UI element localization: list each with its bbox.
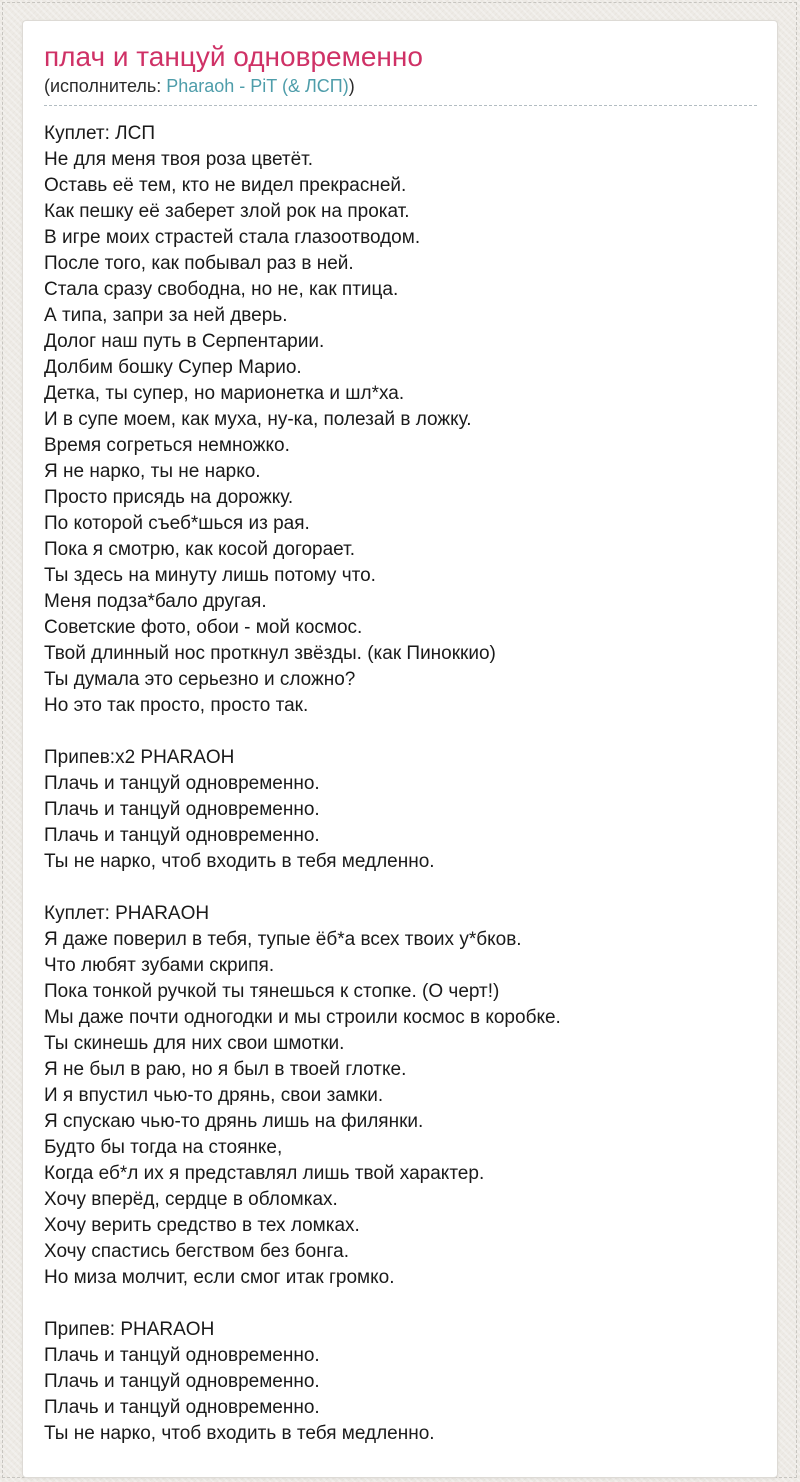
artist-label-prefix: (исполнитель:: [44, 76, 167, 97]
lyric-line: Плачь и танцуй одновременно.: [44, 798, 320, 820]
stanza: [44, 901, 757, 1291]
lyric-line: Я спускаю чью-то дрянь лишь на филянки.: [44, 1110, 424, 1132]
lyric-line: Я не был в раю, но я был в твоей глотке.: [44, 1058, 407, 1080]
lyric-line: Плачь и танцуй одновременно.: [44, 824, 320, 846]
lyric-line: Твой длинный нос проткнул звёзды. (как Пиноккио): [44, 642, 496, 664]
lyric-line: Пока тонкой ручкой ты тянешься к стопке. (О черт!): [44, 980, 500, 1002]
artist-label-suffix: ): [348, 76, 355, 97]
lyric-line: Хочу спастись бегством без бонга.: [44, 1240, 349, 1262]
artist-link[interactable]: Pharaoh - PiT (& ЛСП): [166, 76, 349, 97]
lyric-line: Ты здесь на минуту лишь потому что.: [44, 564, 376, 586]
lyric-line: И в супе моем, как муха, ну-ка, полезай в ложку.: [44, 408, 472, 430]
lyric-line: Куплет: PHARAOH: [44, 902, 210, 924]
lyric-line: Будто бы тогда на стоянке,: [44, 1136, 283, 1158]
lyric-line: Мы даже почти одногодки и мы строили космос в коробке.: [44, 1006, 561, 1028]
lyric-line: Я не нарко, ты не нарко.: [44, 460, 261, 482]
lyric-line: Ты не нарко, чтоб входить в тебя медленно.: [44, 1422, 435, 1444]
stanza: [44, 121, 757, 719]
lyric-line: Плачь и танцуй одновременно.: [44, 1370, 320, 1392]
lyric-line: По которой съеб*шься из рая.: [44, 512, 310, 534]
lyric-line: Хочу вперёд, сердце в обломках.: [44, 1188, 338, 1210]
artist-line: [44, 76, 757, 98]
song-title: плач и танцуй одновременно: [44, 41, 423, 72]
lyric-line: Меня подза*бало другая.: [44, 590, 267, 612]
lyric-line: Припев:x2 PHARAOH: [44, 746, 235, 768]
lyric-line: А типа, запри за ней дверь.: [44, 304, 288, 326]
lyric-line: Как пешку её заберет злой рок на прокат.: [44, 200, 410, 222]
lyric-line: Припев: PHARAOH: [44, 1318, 215, 1340]
lyric-line: Оставь её тем, кто не видел прекрасней.: [44, 174, 407, 196]
lyric-line: Ты скинешь для них свои шмотки.: [44, 1032, 345, 1054]
lyric-line: Ты не нарко, чтоб входить в тебя медленно.: [44, 850, 435, 872]
lyric-line: Что любят зубами скрипя.: [44, 954, 275, 976]
stanza: [44, 745, 757, 875]
lyric-line: Когда еб*л их я представлял лишь твой характер.: [44, 1162, 485, 1184]
lyric-line: Плачь и танцуй одновременно.: [44, 1396, 320, 1418]
lyric-line: Ты думала это серьезно и сложно?: [44, 668, 356, 690]
lyric-line: Но это так просто, просто так.: [44, 694, 309, 716]
lyric-line: Плачь и танцуй одновременно.: [44, 1344, 320, 1366]
song-header: [44, 41, 757, 106]
lyric-line: И я впустил чью-то дрянь, свои замки.: [44, 1084, 384, 1106]
lyric-line: Время согреться немножко.: [44, 434, 290, 456]
lyric-line: Я даже поверил в тебя, тупые ёб*а всех твоих у*бков.: [44, 928, 522, 950]
lyric-line: Долбим бошку Супер Марио.: [44, 356, 302, 378]
lyric-line: Стала сразу свободна, но не, как птица.: [44, 278, 399, 300]
lyric-line: Долог наш путь в Серпентарии.: [44, 330, 325, 352]
lyric-line: Но миза молчит, если смог итак громко.: [44, 1266, 395, 1288]
lyrics-text: [44, 121, 757, 1447]
lyric-line: Не для меня твоя роза цветёт.: [44, 148, 314, 170]
lyric-line: Плачь и танцуй одновременно.: [44, 772, 320, 794]
lyric-line: Просто присядь на дорожку.: [44, 486, 294, 508]
lyric-line: Куплет: ЛСП: [44, 122, 155, 144]
lyrics-card: [22, 20, 778, 1478]
lyric-line: Хочу верить средство в тех ломках.: [44, 1214, 360, 1236]
lyric-line: В игре моих страстей стала глазоотводом.: [44, 226, 421, 248]
lyric-line: Пока я смотрю, как косой догорает.: [44, 538, 355, 560]
lyric-line: Советские фото, обои - мой космос.: [44, 616, 363, 638]
lyric-line: Детка, ты супер, но марионетка и шл*ха.: [44, 382, 405, 404]
stanza: [44, 1317, 757, 1447]
lyric-line: После того, как побывал раз в ней.: [44, 252, 354, 274]
